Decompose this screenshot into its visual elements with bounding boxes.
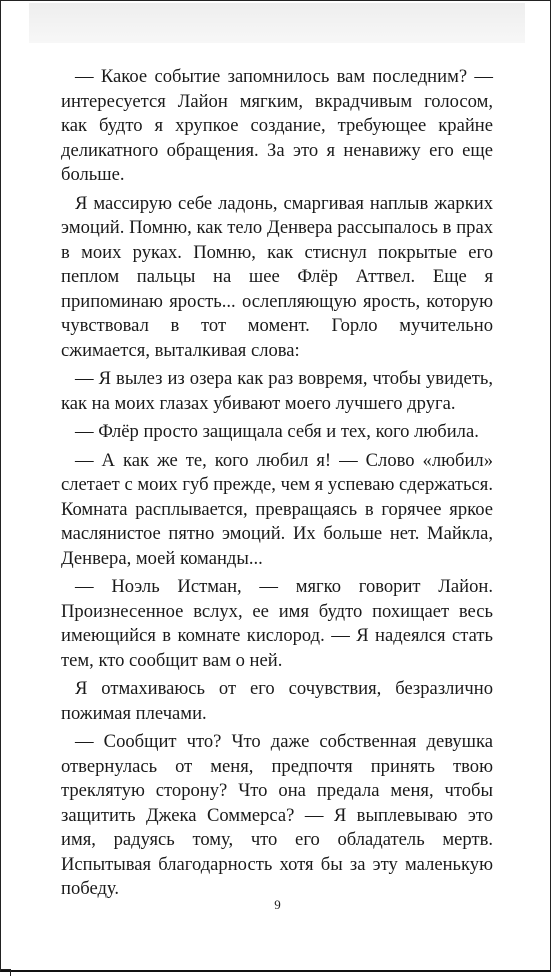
page-number: 9 [274, 897, 281, 912]
paragraph: — Флёр просто защищала себя и тех, кого любила. [75, 421, 479, 442]
paragraph: — Сообщит что? Что даже собственная девушка отвернулась от меня, предпочтя принять твою треклятую сторону? Что она предала меня, чтобы защитить Джека Соммерса? — Я выплевываю это имя, радуясь тому, что его обладатель мертв. Испытывая благодарность хотя бы за эту маленькую победу. [61, 731, 493, 899]
paragraph: — Какое событие запомнилось вам последним? — интересуется Лайон мягким, вкрадчивым голосом, как будто я хрупкое создание, требующее крайне деликатного обращения. За это я ненавижу его еще больше. [61, 66, 493, 185]
paragraph: Я массирую себе ладонь, смаргивая наплыв жарких эмоций. Помню, как тело Денвера рассыпалось в прах в моих руках. Помню, как стиснул покрытые его пеплом пальцы на шее Флёр Аттвел. Еще я припоминаю ярость... ослепляющую ярость, которую чувствовал в тот момент. Горло мучительно сжимается, выталкивая слова: [61, 192, 493, 361]
paragraph: — А как же те, кого любил я! — Слово «любил» слетает с моих губ прежде, чем я успеваю сдержаться. Комната расплывается, превращаясь в горячее яркое маслянистое пятно эмоций. Их больше нет. Майкла, Денвера, моей команды... [61, 449, 493, 569]
body-text [61, 65, 493, 906]
paragraph: Я отмахиваюсь от его сочувствия, безразлично пожимая плечами. [61, 678, 493, 724]
scan-shadow [29, 3, 525, 43]
paragraph: — Ноэль Истман, — мягко говорит Лайон. Произнесенное вслух, ее имя будто похищает весь имеющийся в комнате кислород. — Я надеялся стать тем, кто сообщит вам о ней. [61, 576, 493, 671]
paragraph: — Я вылез из озера как раз вовремя, чтобы увидеть, как на моих глазах убивают моего лучшего друга. [61, 368, 493, 414]
corner-mark [0, 969, 11, 976]
